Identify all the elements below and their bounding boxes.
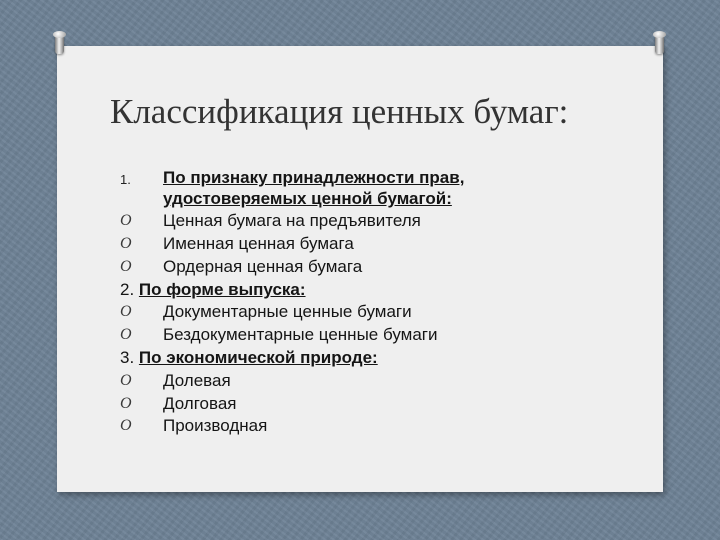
category-heading: По форме выпуска: [138,280,306,299]
subitem-text: Ордерная ценная бумага [163,257,363,276]
slide-title: Классификация ценных бумаг: [110,92,569,131]
bullet-icon: O [120,258,132,275]
list-marker: 2. [120,280,139,299]
category-heading: По экономической природе: [138,348,378,367]
subitem-text: Бездокументарные ценные бумаги [163,325,438,344]
subitem-text: Именная ценная бумага [163,234,354,253]
category-heading: По признаку принадлежности прав, [163,168,465,187]
list-marker: 1. [120,172,131,187]
bullet-icon: O [120,235,132,252]
category-line [120,348,378,368]
bullet-icon: O [120,395,132,412]
bullet-icon: O [120,417,132,434]
pushpin-icon [655,34,664,54]
bullet-icon: O [120,326,132,343]
subitem-text: Долевая [163,371,231,390]
category-line [120,280,306,300]
pushpin-icon [55,34,64,54]
subitem-text: Документарные ценные бумаги [163,302,412,321]
subitem-text: Производная [163,416,268,435]
bullet-icon: O [120,303,132,320]
list-marker: 3. [120,348,139,367]
category-heading: удостоверяемых ценной бумагой: [163,189,452,208]
bullet-icon: O [120,212,132,229]
subitem-text: Ценная бумага на предъявителя [163,211,421,230]
subitem-text: Долговая [163,394,237,413]
bullet-icon: O [120,372,132,389]
